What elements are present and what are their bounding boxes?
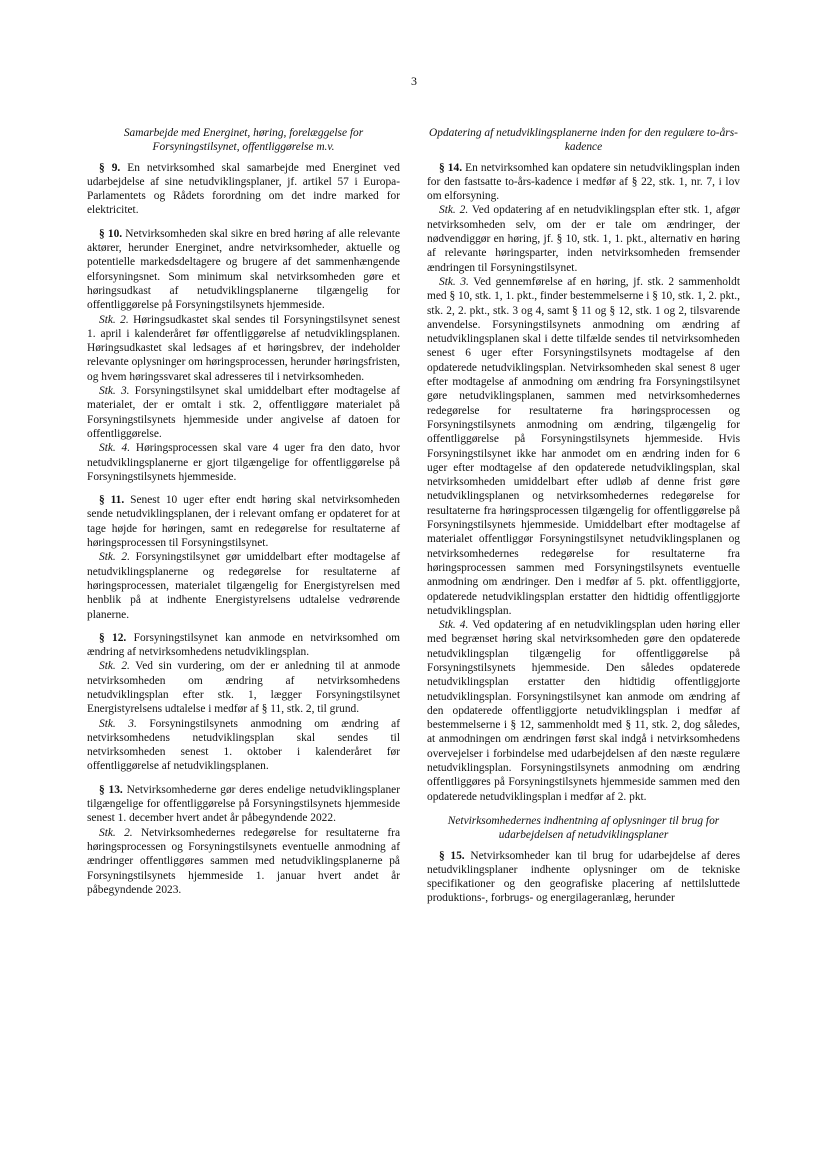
paragraph-label: Stk. 4.	[439, 619, 469, 632]
paragraph	[427, 618, 740, 804]
paragraph	[427, 275, 740, 618]
page-number: 3	[411, 74, 417, 88]
paragraph-text: Høringsprocessen skal vare 4 uger fra den dato, hvor netudviklingsplanerne er gjort tilgængelige for offentliggørelse på Forsyningstilsynets hjemmeside.	[87, 442, 400, 483]
paragraph-label: Stk. 2.	[99, 660, 130, 673]
paragraph-text: Ved sin vurdering, om der er anledning til at anmode netvirksomheden om ændring af netvirksomhedens netudviklingsplan efter stk. 1, lægger Forsyningstilsynet Energistyrelsens udtalelse i medfør af § 11, stk. 2, til grund.	[87, 660, 401, 716]
paragraph-text: Netvirksomheden skal sikre en bred høring af alle relevante aktører, herunder Energinet, andre netvirksomheder, aktuelle og potentielle markedsdeltagere og brugere af det sammenhængende elforsyningsnet. Som minimum skal netvirksomheden gøre et høringsudkast af netudviklingsplanerne tilgængelig for offentliggørelse på Forsyningstilsynets hjemmeside.	[87, 227, 401, 312]
paragraph-text: Netvirksomhederne gør deres endelige netudviklingsplaner tilgængelige for offentliggørelse på Forsyningstilsynets hjemmeside senest 1. december hvert andet år påbegyndende 2022.	[87, 783, 401, 825]
paragraph	[427, 203, 740, 274]
paragraph	[87, 227, 400, 313]
paragraph-label: § 10.	[99, 227, 123, 240]
paragraph-label: Stk. 3.	[99, 717, 137, 730]
paragraph-text: Netvirksomhedernes redegørelse for resultaterne fra høringsprocessen og Forsyningstilsynets eventuelle anmodning af ændringer offentliggøres sammen med netudviklingsplanerne på Forsyningstilsynets hjemmeside 1. januar hvert andet år påbegyndende 2023.	[87, 826, 400, 896]
paragraph-text: Forsyningstilsynet kan anmode en netvirksomhed om ændring af netvirksomhedens netudviklingsplan.	[87, 631, 400, 659]
paragraph	[87, 550, 400, 621]
paragraph-text: Netvirksomheder kan til brug for udarbejdelse af deres netudviklingsplaner indhente oplysninger om de tekniske specifikationer og den geografiske placering af nettilsluttede produktions-, forbrugs- og energilageranlæg, herunder	[427, 849, 741, 905]
paragraph	[87, 826, 400, 897]
paragraph	[87, 161, 400, 218]
paragraph-label: Stk. 3.	[99, 385, 130, 398]
paragraph-text: Høringsudkastet skal sendes til Forsyningstilsynet senest 1. april i kalenderåret før offentliggørelse af netudviklingsplanen. Høringsudkastet skal ledsages af et høringsbrev, der indeholder relevante oplysninger om høringsprocessen, herunder høringsfristen, og hvem høringssvaret skal adresseres til i netvirksomheden.	[87, 313, 401, 383]
paragraph	[87, 441, 400, 484]
paragraph-text: Forsyningstilsynet gør umiddelbart efter modtagelse af netudviklingsplanerne og redegørelse for resultaterne af høringsprocessen, materialet tilgængelig for Energistyrelsen med henblik på at indhente Energistyrelsens udtalelse vedrørende planerne.	[87, 551, 400, 621]
paragraph-text: Ved opdatering af en netudviklingsplan uden høring eller med begrænset høring skal netvirksomheden gøre den opdaterede netudviklingsplan tilgængelig for offentliggørelse på Forsyningstilsynets hjemmeside. Den således opdaterede netudviklingsplan erstatter den hidtidig offentliggjorte netudviklingsplan. Forsyningstilsynet kan anmode om ændring af den opdaterede offentliggjorte netudviklingsplan i medfør af bestemmelserne i § 12, sammenholdt med § 11, stk. 2, dog således, at anmodningen om ændringen først skal indgå i netvirksomhedens overvejelser i forbindelse med udarbejdelsen af den næste regulære netudviklingsplan. Forsyningstilsynets anmodning om ændring offentliggøres på Forsyningstilsynets hjemmeside sammen med den opdaterede netudviklingsplan i medfør af 2. pkt.	[427, 619, 741, 803]
paragraph-label: § 12.	[99, 631, 127, 644]
paragraph-label: Stk. 2.	[439, 204, 469, 217]
paragraph-label: Stk. 2.	[99, 826, 133, 839]
paragraph-text: Forsyningstilsynets anmodning om ændring af netvirksomhedens netudviklingsplan skal sendes til netvirksomheden senest 1. oktober i kalenderåret før offentliggørelse af netudviklingsplanen.	[87, 717, 400, 773]
paragraph-label: § 15.	[439, 849, 465, 862]
paragraph-text: En netvirksomhed skal samarbejde med Energinet ved udarbejdelse af sine netudviklingsplaner, jf. artikel 57 i Europa-Parlamentets og Rådets forordning om det indre marked for elektricitet.	[87, 161, 400, 217]
section-heading: Opdatering af netudviklingsplanerne inden for den regulære to-års-kadence	[429, 127, 738, 154]
right-column	[427, 126, 740, 906]
paragraph-label: Stk. 2.	[99, 551, 130, 564]
paragraph-label: § 14.	[439, 161, 463, 174]
paragraph-label: § 13.	[99, 783, 123, 796]
paragraph-text: Ved gennemførelse af en høring, jf. stk. 2 sammenholdt med § 10, stk. 1, 1. pkt., finder bestemmelserne i § 10, stk. 1, 2. pkt., stk. 2, 2. pkt., stk. 3 og 4, samt § 11 og § 12, stk. 1 og 2, tilsvarende anvendelse. Forsyningstilsynets anmodning om ændring af netudviklingsplanen skal i dette tilfælde sendes til netvirksomheden senest 6 uger efter Forsyningstilsynets modtagelse af den opdaterede netudviklingsplan. Netvirksomheden skal senest 8 uger efter modtagelse af anmodning om ændring fra Forsyningstilsynet gøre netudviklingsplanen, sammen med netvirksomhedernes redegørelse for resultaterne fra høringsprocessen og Forsyningstilsynets anmodning om ændring, tilgængelig for offentliggørelse på Forsyningstilsynets hjemmeside. Hvis Forsyningstilsynet ikke har anmodet om en ændring inden for 6 uger efter modtagelse af den opdaterede netudviklingsplan, skal netvirksomheden umiddelbart efter udløb af denne frist gøre netudviklingsplanen og netvirksomhedernes redegørelse for resultaterne fra høringsprocessen tilgængelig for offentliggørelse på Forsyningstilsynets hjemmeside. Umiddelbart efter modtagelse af materialet offentliggør Forsyningstilsynet netudviklingsplanen og netvirksomhedernes redegørelse for resultaterne fra høringsprocessen sammen med Forsyningstilsynets eventuelle anmodning om ændringer. Den i medfør af 5. pkt. offentliggjorte, opdaterede netudviklingsplan erstatter den hidtidig offentliggjorte netudviklingsplan.	[427, 275, 741, 617]
paragraph-label: § 11.	[99, 494, 125, 507]
paragraph-label: Stk. 2.	[99, 313, 129, 326]
left-column	[87, 126, 400, 897]
paragraph-text: En netvirksomhed kan opdatere sin netudviklingsplan inden for den fastsatte to-års-kadence i medfør af § 22, stk. 1, nr. 7, i lov om elforsyning.	[427, 161, 741, 203]
paragraph-text: Forsyningstilsynet skal umiddelbart efter modtagelse af materialet, der er omtalt i stk. 2, offentliggøre materialet på Forsyningstilsynets hjemmeside under angivelse af datoen for offentliggørelse.	[87, 385, 401, 440]
paragraph	[87, 384, 400, 441]
section-heading: Samarbejde med Energinet, høring, forelæggelse for Forsyningstilsynet, offentliggørelse m.v.	[123, 127, 364, 154]
paragraph-label: Stk. 3.	[439, 275, 469, 288]
paragraph	[87, 783, 400, 826]
paragraph	[87, 717, 400, 774]
paragraph	[87, 493, 400, 550]
paragraph	[427, 849, 740, 906]
paragraph	[87, 659, 400, 716]
paragraph-label: Stk. 4.	[99, 442, 131, 455]
paragraph	[87, 313, 400, 384]
paragraph-text: Senest 10 uger efter endt høring skal netvirksomheden sende netudviklingsplanen, der i relevant omfang er opdateret for at tage højde for høringen, samt en redegørelse for resultaterne af høringsprocessen til Forsyningstilsynet.	[87, 494, 400, 550]
section-heading: Netvirksomhedernes indhentning af oplysninger til brug for udarbejdelsen af netudviklingsplaner	[447, 814, 720, 842]
paragraph	[427, 161, 740, 204]
paragraph-text: Ved opdatering af en netudviklingsplan efter stk. 1, afgør netvirksomheden selv, om der er tale om ændringer, der nødvendiggør en høring, jf. § 10, stk. 1, 1. pkt., alternativ en høring af relevante høringsparter, inden netvirksomheden fremsender ændringen til Forsyningstilsynet.	[427, 204, 741, 274]
paragraph	[87, 631, 400, 660]
paragraph-label: § 9.	[99, 161, 121, 174]
